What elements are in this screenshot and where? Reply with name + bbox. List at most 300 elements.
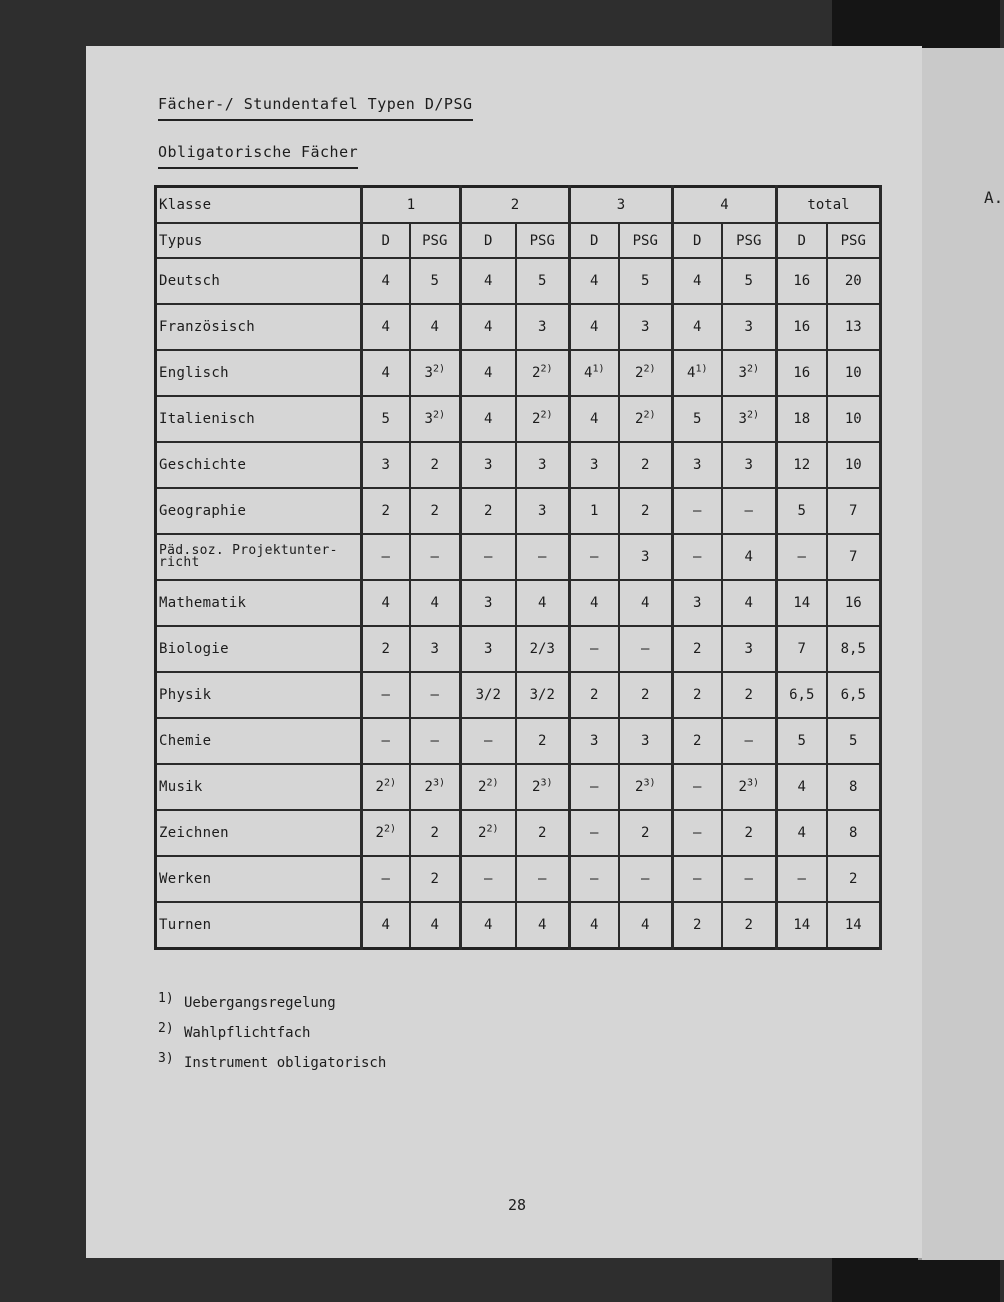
cell-value: 13 [844,319,862,335]
table-cell [777,810,827,856]
section-title: Obligatorische Fächer [158,143,358,169]
cell-value: 6,5 [789,687,815,703]
type-header: D [362,223,410,258]
table-row [156,764,881,810]
subject-label: Chemie [156,718,362,764]
table-cell [777,856,827,902]
table-cell [461,396,516,442]
cell-value: – [693,871,702,887]
table-cell [362,258,410,304]
table-cell [827,718,881,764]
cell-value: 7 [797,641,806,657]
table-cell [722,902,777,949]
cell-value: 3 [744,641,753,657]
table-cell [777,718,827,764]
cell-value: – [693,779,702,795]
cell-value: 7 [849,549,858,565]
cell-value: 3 [430,641,439,657]
cell-value: 4 [693,273,702,289]
cell-value: 3 [693,595,702,611]
footnote-ref: 3) [746,777,759,789]
cell-value: – [744,503,753,519]
table-cell [673,258,722,304]
cell-value: 2 [693,641,702,657]
subject-label: Italienisch [156,396,362,442]
table-cell [461,442,516,488]
table-cell [461,902,516,949]
table-cell [362,396,410,442]
cell-value: 3 [381,457,390,473]
cell-value: 2 [744,917,753,933]
table-cell [461,856,516,902]
table-cell [570,258,619,304]
cell-value: – [381,871,390,887]
cell-value: 4 [590,411,599,427]
table-row [156,580,881,626]
cell-value: 5 [797,503,806,519]
table-cell [410,488,461,534]
cell-value: 4 [381,319,390,335]
cell-value: 4 [693,319,702,335]
cell-value: – [430,549,439,565]
subject-label: Zeichnen [156,810,362,856]
cell-value: 2 [381,641,390,657]
subject-label: Turnen [156,902,362,949]
cell-value: 10 [844,411,862,427]
footnote-ref: 2) [486,777,499,789]
cell-value: 3 [484,595,493,611]
cell-value: 5 [381,411,390,427]
table-cell [619,764,673,810]
table-cell [461,764,516,810]
table-row [156,902,881,949]
table-cell [777,672,827,718]
footnote [158,986,386,1016]
footnote-text: Uebergangsregelung [184,995,336,1011]
table-cell [673,902,722,949]
cell-value: 3 [484,457,493,473]
table-cell [410,764,461,810]
table-cell [619,258,673,304]
cell-value: 4 [430,917,439,933]
cell-value: – [744,733,753,749]
table-cell [777,626,827,672]
cell-value: – [538,549,547,565]
table-cell [570,718,619,764]
cell-value: – [538,871,547,887]
cell-value: 5 [693,411,702,427]
footnote-ref: 2) [746,409,759,421]
cell-value: 2 [484,503,493,519]
cell-value: – [797,871,806,887]
table-cell [570,672,619,718]
table-row [156,626,881,672]
table-cell [362,350,410,396]
table-cell [410,626,461,672]
cell-value: – [381,687,390,703]
table-row [156,810,881,856]
table-cell [827,534,881,580]
cell-value: 3/2 [529,687,555,703]
footnotes [158,986,386,1076]
subject-label: Geographie [156,488,362,534]
table-cell [570,810,619,856]
table-cell [516,442,570,488]
footnote [158,1046,386,1076]
cell-value: 4 [484,411,493,427]
cell-value: – [590,779,599,795]
table-cell [362,580,410,626]
table-cell [619,672,673,718]
footnote [158,1016,386,1046]
table-cell [722,534,777,580]
table-cell [516,810,570,856]
table-cell [722,810,777,856]
cell-value: 2 [538,825,547,841]
type-header: D [673,223,722,258]
table-cell [461,350,516,396]
table-cell [673,856,722,902]
table-cell [516,534,570,580]
cell-value: 3 [538,319,547,335]
cell-value: 3 [590,733,599,749]
cell-value: – [484,871,493,887]
footnote-ref: 2) [746,363,759,375]
cell-value: 14 [793,917,811,933]
class-header: 3 [570,187,673,224]
cell-value: – [430,733,439,749]
cell-value: – [641,871,650,887]
cell-value: 18 [793,411,811,427]
cell-value: 2 [693,733,702,749]
table-cell [362,534,410,580]
table-cell [570,856,619,902]
cell-value: 3 [744,457,753,473]
table-cell [410,856,461,902]
table-cell [722,764,777,810]
table-cell [722,396,777,442]
cell-value: 8 [849,779,858,795]
table-cell [570,764,619,810]
cell-value: 2 [641,687,650,703]
table-cell [722,488,777,534]
table-cell [722,626,777,672]
cell-value: 2 [744,825,753,841]
cell-value: 16 [844,595,862,611]
cell-value: 4 [381,595,390,611]
cell-value: 12 [793,457,811,473]
cell-value: 2/3 [529,641,555,657]
table-cell [673,580,722,626]
cell-value: 2 [532,365,541,381]
cell-value: 3 [590,457,599,473]
footnote-text: Wahlpflichtfach [184,1025,311,1041]
table-cell [673,442,722,488]
cell-value: 16 [793,273,811,289]
table-cell [619,810,673,856]
cell-value: 3 [538,457,547,473]
cell-value: – [381,549,390,565]
cell-value: 3 [538,503,547,519]
table-cell [827,488,881,534]
cell-value: – [797,549,806,565]
cell-value: 3 [484,641,493,657]
table-cell [777,580,827,626]
subject-label: Biologie [156,626,362,672]
cell-value: 4 [430,319,439,335]
cell-value: 3 [693,457,702,473]
cell-value: 4 [641,595,650,611]
cell-value: 3/2 [475,687,501,703]
table-cell [673,350,722,396]
table-cell [827,810,881,856]
footnote-ref: 2) [432,363,445,375]
cell-value: 3 [738,365,747,381]
table-cell [570,580,619,626]
cell-value: 2 [849,871,858,887]
table-cell [673,810,722,856]
cell-value: 2 [538,733,547,749]
typus-label: Typus [156,223,362,258]
table-row [156,672,881,718]
cell-value: 4 [484,273,493,289]
table-cell [827,902,881,949]
footnote-ref: 2) [432,409,445,421]
cell-value: – [641,641,650,657]
cell-value: – [590,871,599,887]
footnote-text: Instrument obligatorisch [184,1055,387,1071]
subject-label: Englisch [156,350,362,396]
table-row [156,350,881,396]
footnote-ref: 2) [383,823,396,835]
table-cell [777,488,827,534]
class-header-row [156,187,881,224]
cell-value: 2 [430,825,439,841]
table-cell [827,350,881,396]
cell-value: 4 [744,595,753,611]
table-cell [673,718,722,764]
cell-value: 2 [430,871,439,887]
footnote-ref: 3) [432,777,445,789]
table-row [156,488,881,534]
footnote-mark: 2) [158,1021,174,1036]
cell-value: 16 [793,365,811,381]
cell-value: 3 [744,319,753,335]
table-cell [619,580,673,626]
cell-value: 8,5 [840,641,866,657]
table-cell [410,304,461,350]
footnote-mark: 3) [158,1051,174,1066]
cell-value: 5 [641,273,650,289]
table-cell [673,626,722,672]
subject-label: Mathematik [156,580,362,626]
table-cell [722,258,777,304]
cell-value: 2 [635,365,644,381]
table-cell [673,534,722,580]
cell-value: – [484,549,493,565]
footnote-ref: 2) [540,409,553,421]
cell-value: 4 [584,365,593,381]
table-cell [570,350,619,396]
table-cell [619,718,673,764]
cell-value: 5 [744,273,753,289]
table-row [156,396,881,442]
cell-value: 10 [844,365,862,381]
cell-value: 4 [641,917,650,933]
table-cell [827,396,881,442]
table-cell [410,350,461,396]
cell-value: – [430,687,439,703]
cell-value: – [693,825,702,841]
table-cell [777,350,827,396]
class-header: total [777,187,881,224]
cell-value: 3 [424,365,433,381]
table-cell [410,902,461,949]
cell-value: 3 [424,411,433,427]
table-cell [619,396,673,442]
table-cell [673,304,722,350]
cell-value: 4 [381,365,390,381]
cell-value: 4 [687,365,696,381]
cell-value: 4 [381,917,390,933]
table-cell [461,534,516,580]
cell-value: 2 [641,825,650,841]
table-cell [461,626,516,672]
table-cell [516,626,570,672]
subject-label: Päd.soz. Projektunter-richt [156,534,362,580]
table-cell [722,442,777,488]
cell-value: 2 [430,503,439,519]
table-cell [516,856,570,902]
cell-value: 4 [590,319,599,335]
footnote-ref: 2) [643,409,656,421]
table-cell [827,672,881,718]
table-cell [619,488,673,534]
cell-value: 4 [590,273,599,289]
table-cell [516,672,570,718]
table-cell [619,856,673,902]
cell-value: 2 [641,503,650,519]
table-cell [827,442,881,488]
table-cell [777,534,827,580]
table-cell [570,442,619,488]
cell-value: – [590,641,599,657]
table-cell [827,764,881,810]
table-cell [516,396,570,442]
table-cell [516,350,570,396]
cell-value: 4 [590,595,599,611]
table-cell [410,672,461,718]
table-cell [827,580,881,626]
class-header: 1 [362,187,461,224]
table-cell [619,534,673,580]
cell-value: 14 [844,917,862,933]
cell-value: 2 [375,779,384,795]
table-cell [516,764,570,810]
cell-value: 5 [797,733,806,749]
table-cell [570,902,619,949]
table-row [156,442,881,488]
table-cell [570,304,619,350]
footnote-ref: 2) [643,363,656,375]
cell-value: 4 [381,273,390,289]
subject-label: Geschichte [156,442,362,488]
table-cell [516,902,570,949]
table-cell [362,764,410,810]
table-cell [362,304,410,350]
footnote-ref: 2) [540,363,553,375]
cell-value: 6,5 [840,687,866,703]
table-cell [410,810,461,856]
cell-value: 4 [797,779,806,795]
footnote-ref: 1) [592,363,605,375]
table-cell [362,626,410,672]
cell-value: 2 [738,779,747,795]
facing-page [918,48,1004,1260]
table-cell [777,396,827,442]
table-row [156,258,881,304]
cell-value: 7 [849,503,858,519]
table-cell [722,350,777,396]
table-cell [410,534,461,580]
table-cell [570,488,619,534]
type-header: PSG [410,223,461,258]
table-cell [410,258,461,304]
cell-value: 16 [793,319,811,335]
table-cell [777,258,827,304]
table-cell [777,304,827,350]
table-cell [777,442,827,488]
table-cell [722,672,777,718]
subject-label: Deutsch [156,258,362,304]
table-cell [570,626,619,672]
cell-value: 2 [532,779,541,795]
table-cell [619,902,673,949]
cell-value: 5 [849,733,858,749]
klasse-label: Klasse [156,187,362,224]
cell-value: 2 [424,779,433,795]
type-header: PSG [722,223,777,258]
table-cell [516,258,570,304]
type-header: PSG [619,223,673,258]
table-cell [362,856,410,902]
subject-label: Physik [156,672,362,718]
cell-value: 4 [484,917,493,933]
cell-value: 2 [381,503,390,519]
document-page [86,46,922,1258]
type-header: D [570,223,619,258]
cell-value: 4 [430,595,439,611]
type-header: PSG [827,223,881,258]
table-cell [570,396,619,442]
table-cell [619,442,673,488]
type-header: D [777,223,827,258]
facing-page-letter: A. [984,188,1004,207]
cell-value: – [590,825,599,841]
cell-value: – [484,733,493,749]
table-cell [827,856,881,902]
cell-value: 4 [744,549,753,565]
cell-value: 10 [844,457,862,473]
cell-value: 3 [641,549,650,565]
cell-value: 4 [538,595,547,611]
table-cell [461,258,516,304]
table-cell [673,396,722,442]
type-header-row [156,223,881,258]
cell-value: 2 [635,411,644,427]
cell-value: 4 [590,917,599,933]
cell-value: 3 [641,319,650,335]
